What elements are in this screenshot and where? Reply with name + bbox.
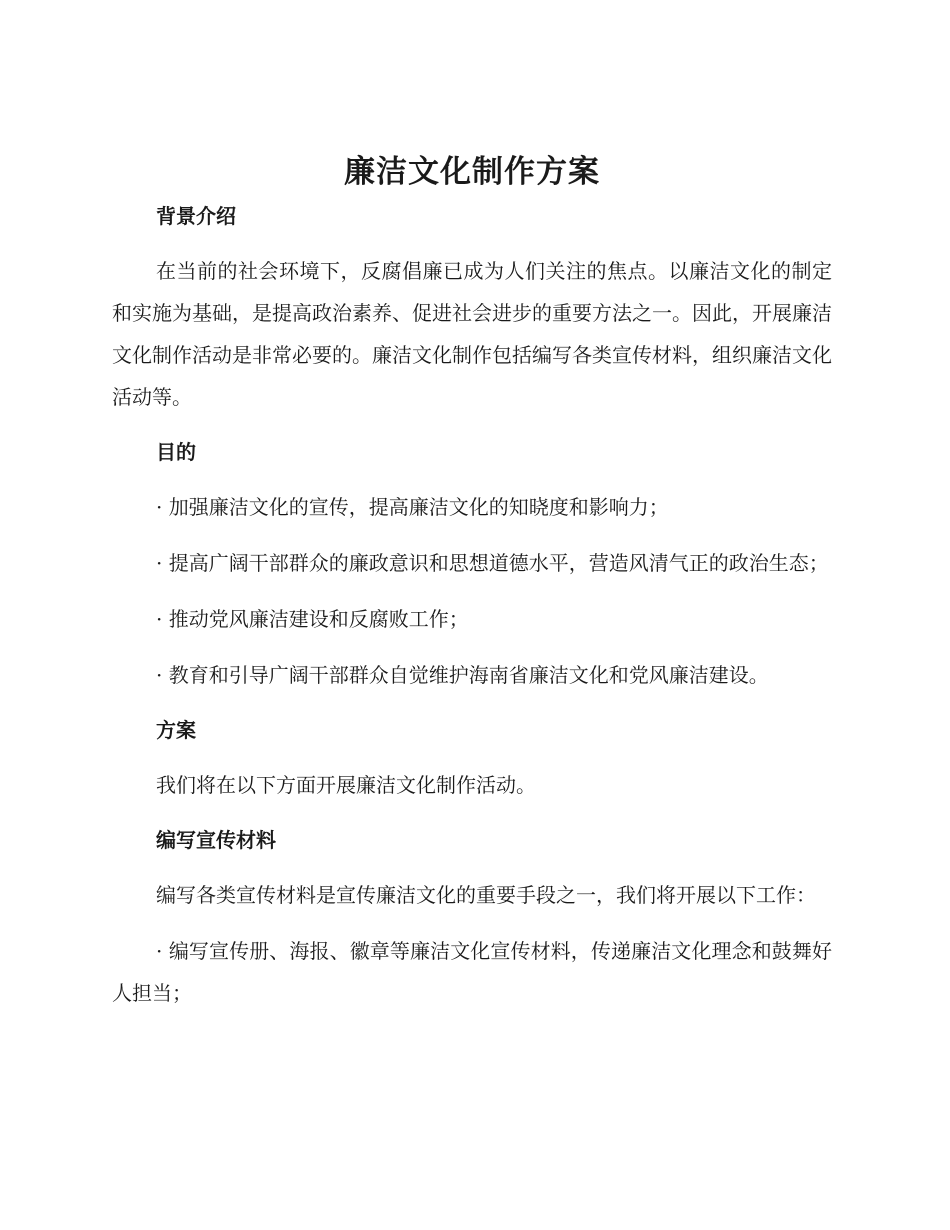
- purpose-item: · 推动党风廉洁建设和反腐败工作；: [156, 607, 469, 631]
- section-heading-plan: 方案: [156, 718, 196, 742]
- background-paragraph: 在当前的社会环境下，反腐倡廉已成为人们关注的焦点。以廉洁文化的制定和实施为基础，是提高政治素养、促进社会进步的重要方法之一。因此，开展廉洁文化制作活动是非常必要的。廉洁文化制作包括编写各类宣传材料，组织廉洁文化活动等。: [112, 259, 832, 409]
- purpose-item: · 提高广阔干部群众的廉政意识和思想道德水平，营造风清气正的政治生态；: [156, 551, 829, 575]
- document-title: 廉洁文化制作方案: [344, 154, 600, 190]
- section-heading-materials: 编写宣传材料: [156, 828, 276, 852]
- materials-item: · 编写宣传册、海报、徽章等廉洁文化宣传材料，传递廉洁文化理念和鼓舞好人担当；: [112, 939, 832, 1005]
- purpose-item: · 教育和引导广阔干部群众自觉维护海南省廉洁文化和党风廉洁建设。: [156, 663, 769, 687]
- document-body: [112, 148, 832, 1014]
- materials-paragraph: 编写各类宣传材料是宣传廉洁文化的重要手段之一，我们将开展以下工作：: [156, 883, 816, 907]
- section-heading-background: 背景介绍: [156, 204, 236, 228]
- section-heading-purpose: 目的: [156, 440, 196, 464]
- purpose-item: · 加强廉洁文化的宣传，提高廉洁文化的知晓度和影响力；: [156, 495, 669, 519]
- plan-paragraph: 我们将在以下方面开展廉洁文化制作活动。: [156, 773, 536, 797]
